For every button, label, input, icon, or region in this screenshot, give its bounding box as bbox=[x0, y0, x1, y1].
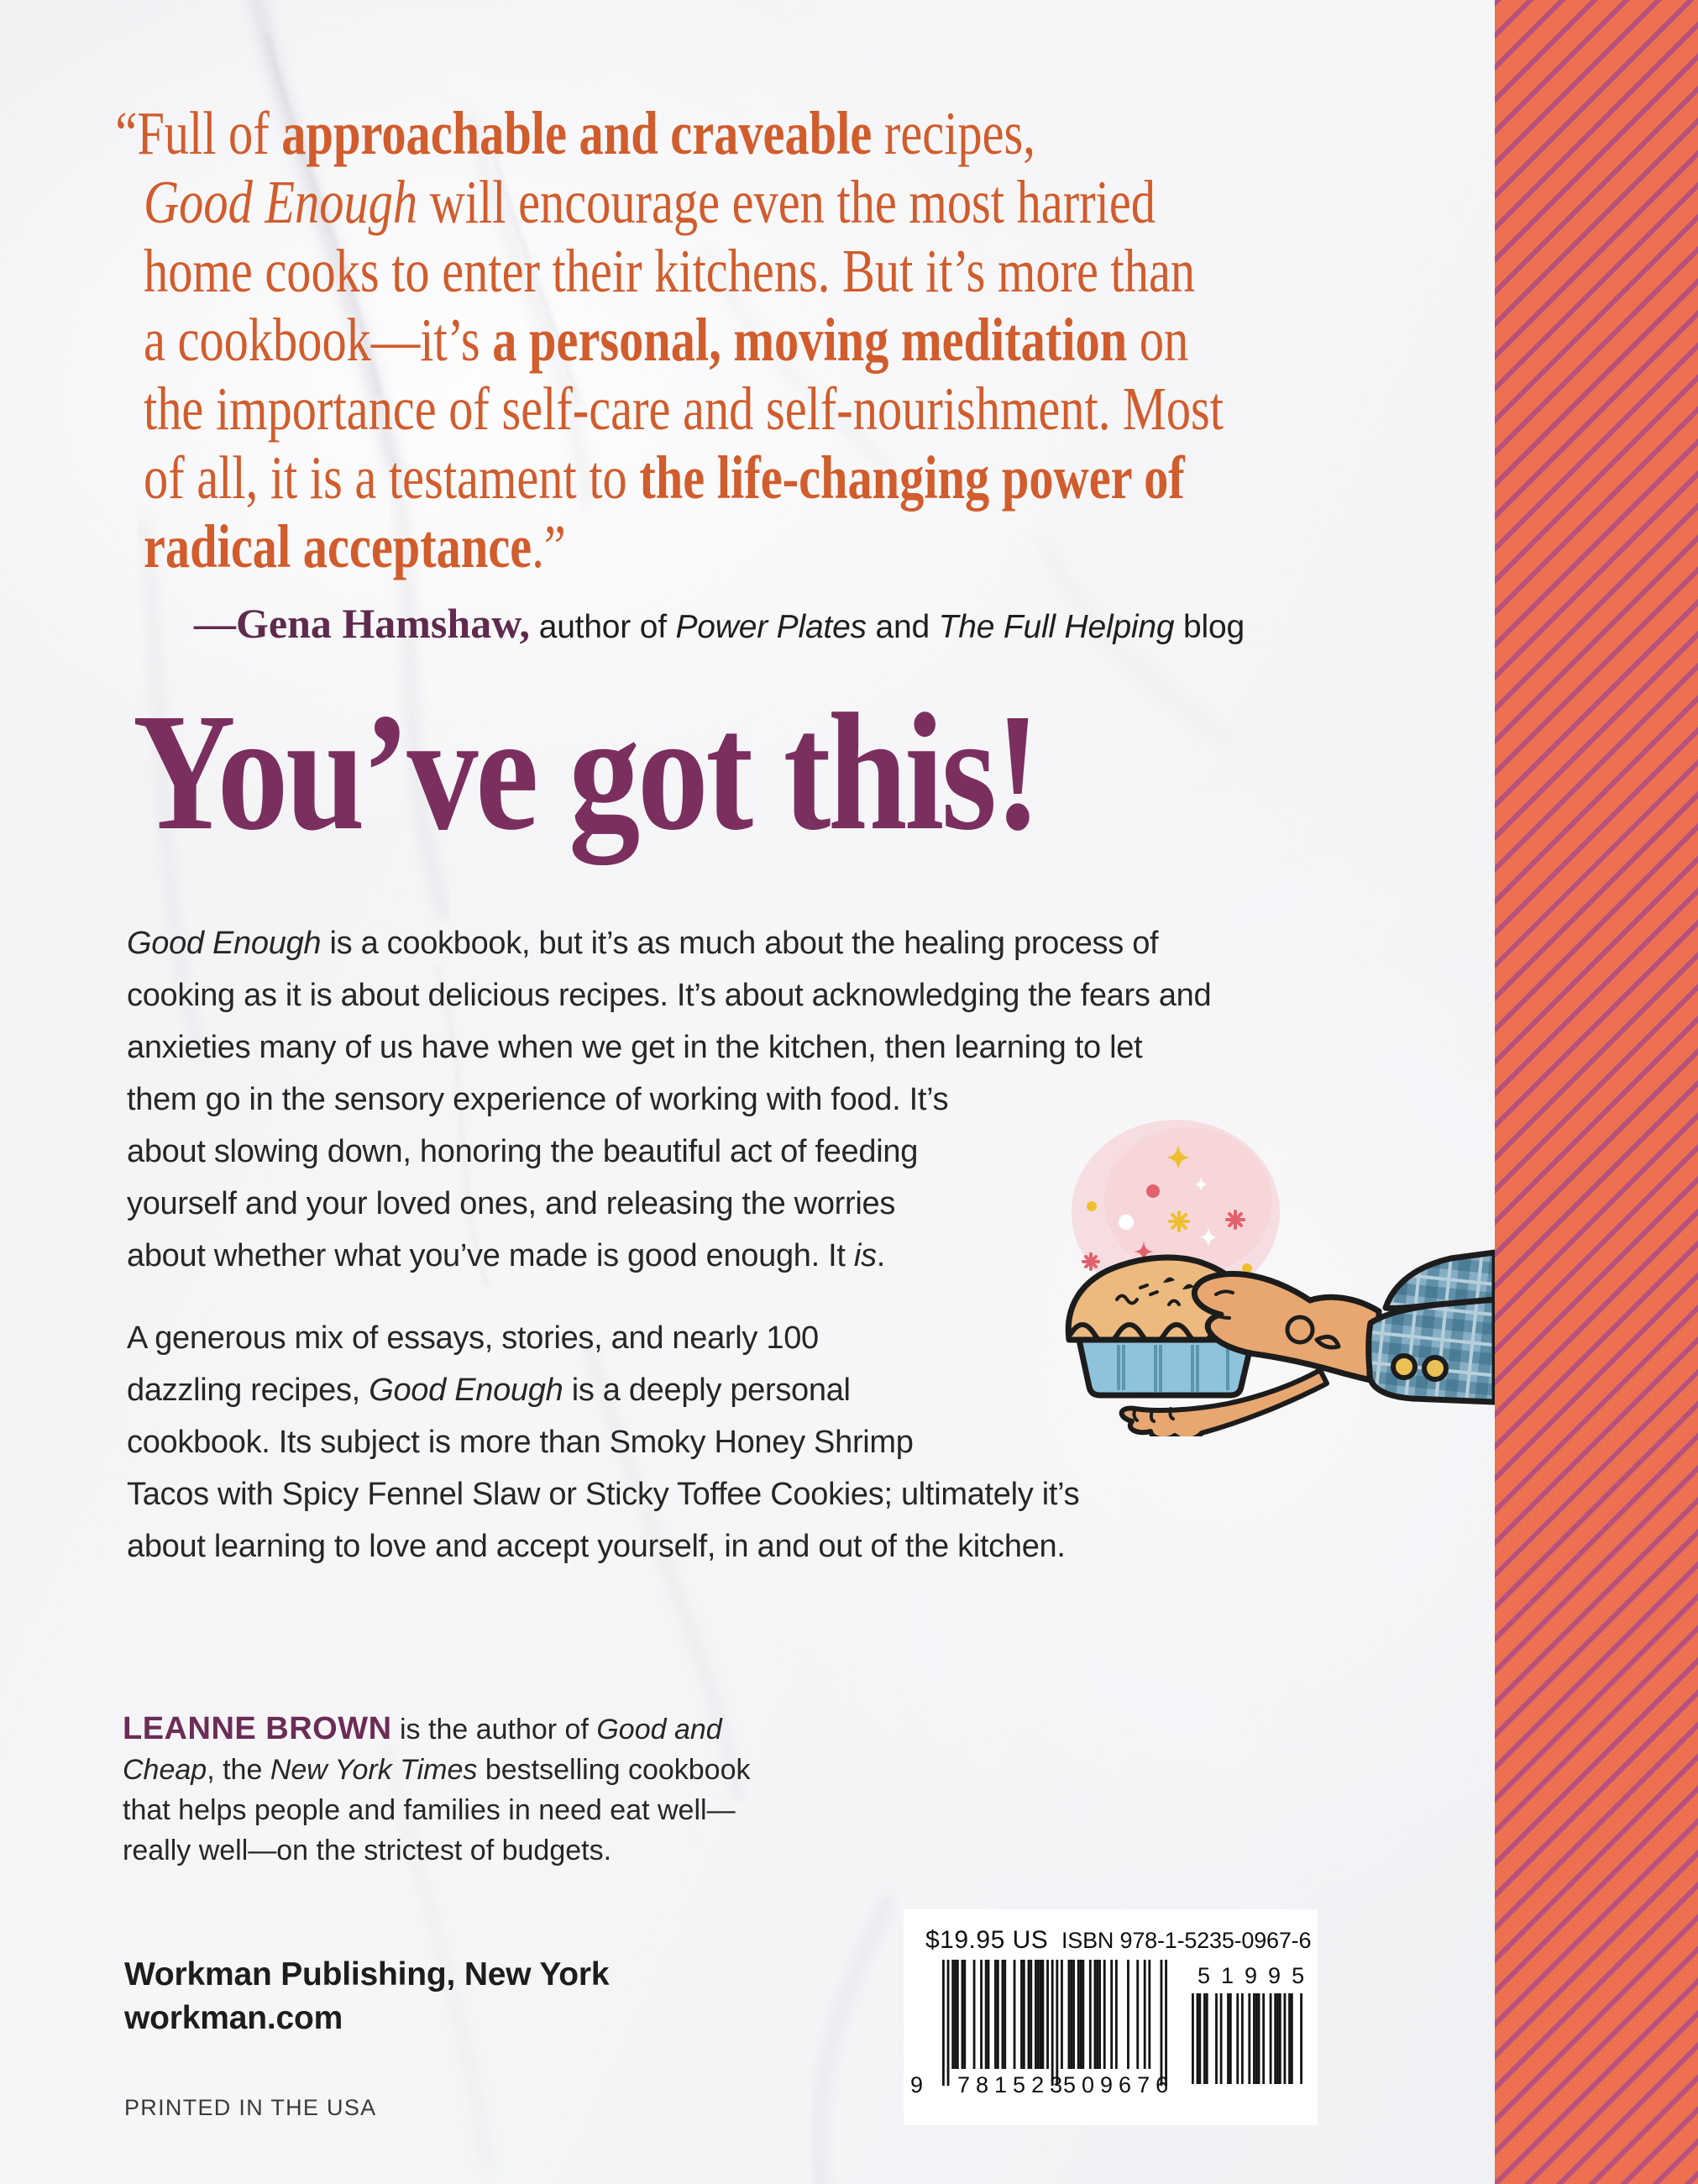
body-paragraph-1: Good Enough is a cookbook, but it’s as much about the healing process of cooking as it is about delicious recipes. It’s about acknowledging the fears and anxieties many of us have when we get in the kitchen, then learning to let them go in the sensory experience of working with food. It’s about slowing down, honoring the beautiful act of feeding yourself and your loved ones, and releasing the worries about whether what you’ve made is good enough. It is. bbox=[127, 926, 1212, 1273]
price-label: $19.95 US bbox=[925, 1926, 1049, 1954]
publisher-info bbox=[124, 1953, 609, 2040]
addon-barcode bbox=[1192, 1993, 1302, 2084]
barcode-left-digits: 781523 bbox=[957, 2072, 1069, 2097]
barcode-right-digits: 509676 bbox=[1063, 2072, 1175, 2097]
body-paragraph-2: A generous mix of essays, stories, and nearly 100 dazzling recipes, Good Enough is a deeply personal cookbook. Its subject is more than Smoky Honey Shrimp Tacos with Spicy Fennel Slaw or Sticky Toffee Cookies; ultimately it’s about learning to love and accept yourself, in and out of the kitchen. bbox=[127, 1320, 1080, 1564]
isbn-label: ISBN 978-1-5235-0967-6 bbox=[1061, 1928, 1312, 1953]
plaid-sleeve bbox=[1369, 1252, 1495, 1402]
review-quote: “Full of approachable and craveable recipes, Good Enough will encourage even the most harried home cooks to enter their kitchens. But it’s more than a cookbook—it’s a personal, moving meditation on the importance of self-care and self-nourishment. Most of all, it is a testament to the life-changing power of radical acceptance.” bbox=[115, 99, 1224, 580]
headline: You’ve got this! bbox=[133, 680, 1039, 865]
publisher-line: Workman Publishing, New York bbox=[124, 1956, 610, 1992]
barcode-addon-digits: 51995 bbox=[1198, 1963, 1316, 1988]
pie-illustration bbox=[991, 1088, 1495, 1436]
barcode-lead-digit: 9 bbox=[910, 2072, 924, 2097]
publisher-website: workman.com bbox=[124, 2000, 343, 2036]
printed-note: PRINTED IN THE USA bbox=[124, 2095, 377, 2120]
striped-spine-band bbox=[1495, 0, 1698, 2184]
barcode-panel bbox=[904, 1909, 1318, 2125]
ean13-barcode bbox=[942, 1960, 1167, 2086]
quote-attribution: —Gena Hamshaw, author of Power Plates and The Full Helping blog bbox=[194, 600, 1245, 647]
author-bio: LEANNE BROWN is the author of Good and Cheap, the New York Times bestselling cookbook that helps people and families in need eat well— really well—on the strictest of budgets. bbox=[123, 1711, 751, 1866]
